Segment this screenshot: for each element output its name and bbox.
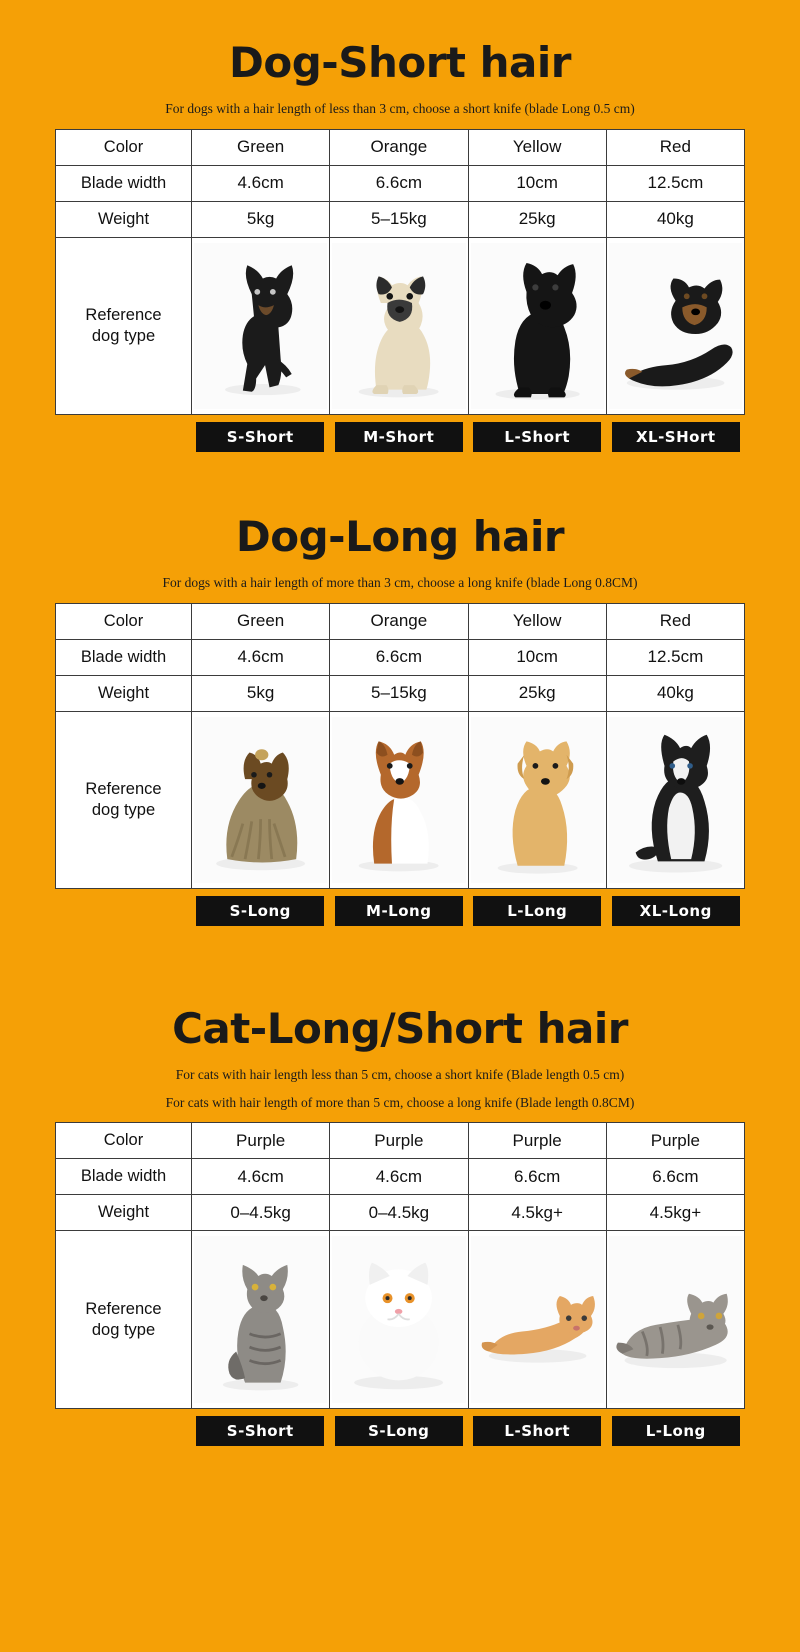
table-row-photos bbox=[56, 1231, 745, 1409]
tag-cell bbox=[607, 896, 746, 926]
corgi-photo bbox=[330, 711, 468, 889]
row-label-blade-width: Blade width bbox=[56, 165, 192, 201]
tag-cell bbox=[468, 1416, 607, 1446]
section-subtitle-dog-short-hair: For dogs with a hair length of less than 3 cm, choose a short knife (blade Long 0.5 cm) bbox=[165, 101, 635, 116]
size-table-dog-long-hair bbox=[55, 603, 745, 890]
golden-retriever-photo bbox=[468, 711, 606, 889]
section-subtitle-cat-short: For cats with hair length less than 5 cm, choose a short knife (Blade length 0.5 cm) bbox=[175, 1067, 625, 1083]
table-row bbox=[56, 201, 745, 237]
cell-blade-width-2: 6.6cm bbox=[330, 165, 468, 201]
cell-blade-width-4: 6.6cm bbox=[606, 1159, 744, 1195]
tag-cell bbox=[607, 1416, 746, 1446]
tag-m-long[interactable]: M-Long bbox=[335, 896, 463, 926]
cell-color-1: Purple bbox=[192, 1123, 330, 1159]
table-row bbox=[56, 675, 745, 711]
cell-color-4: Purple bbox=[606, 1123, 744, 1159]
cell-weight-1: 0–4.5kg bbox=[192, 1195, 330, 1231]
section-subtitle-cat-long: For cats with hair length of more than 5 cm, choose a long knife (Blade length 0.8CM) bbox=[165, 1094, 635, 1110]
cell-color-red: Red bbox=[606, 603, 744, 639]
cell-weight-2: 5–15kg bbox=[330, 201, 468, 237]
cell-color-yellow: Yellow bbox=[468, 603, 606, 639]
cell-weight-3: 25kg bbox=[468, 675, 606, 711]
rottweiler-photo bbox=[606, 237, 744, 415]
reference-label-line1: Reference bbox=[85, 306, 162, 325]
tag-l-short[interactable]: L-Short bbox=[473, 422, 601, 452]
row-label-weight: Weight bbox=[56, 201, 192, 237]
cell-blade-width-4: 12.5cm bbox=[606, 165, 744, 201]
cell-blade-width-3: 10cm bbox=[468, 639, 606, 675]
table-row bbox=[56, 1123, 745, 1159]
tag-spacer bbox=[55, 896, 191, 926]
cell-color-green: Green bbox=[192, 603, 330, 639]
pug-photo bbox=[330, 237, 468, 415]
cell-blade-width-1: 4.6cm bbox=[192, 639, 330, 675]
cell-weight-2: 5–15kg bbox=[330, 675, 468, 711]
cell-color-orange: Orange bbox=[330, 129, 468, 165]
cell-weight-3: 4.5kg+ bbox=[468, 1195, 606, 1231]
tag-cell bbox=[191, 896, 330, 926]
table-row bbox=[56, 639, 745, 675]
cell-weight-3: 25kg bbox=[468, 201, 606, 237]
tag-spacer bbox=[55, 422, 191, 452]
cell-blade-width-3: 6.6cm bbox=[468, 1159, 606, 1195]
white-persian-cat-photo bbox=[330, 1231, 468, 1409]
tag-list-dog-long-hair bbox=[55, 889, 745, 926]
chihuahua-photo bbox=[192, 237, 330, 415]
tag-cell bbox=[468, 896, 607, 926]
cell-color-red: Red bbox=[606, 129, 744, 165]
tag-cat-s-short[interactable]: S-Short bbox=[196, 1416, 324, 1446]
tag-cat-l-long[interactable]: L-Long bbox=[612, 1416, 740, 1446]
row-label-reference-dog-type bbox=[56, 237, 192, 415]
orange-cat-photo bbox=[468, 1231, 606, 1409]
table-row-photos bbox=[56, 237, 745, 415]
cell-weight-1: 5kg bbox=[192, 675, 330, 711]
section-title-cat-long-short-hair: Cat-Long/Short hair bbox=[172, 1004, 628, 1054]
tag-cell bbox=[330, 422, 469, 452]
cell-weight-4: 4.5kg+ bbox=[606, 1195, 744, 1231]
row-label-reference-dog-type bbox=[56, 1231, 192, 1409]
tag-cell bbox=[330, 896, 469, 926]
reference-label-line2: dog type bbox=[91, 800, 156, 819]
tag-xl-short[interactable]: XL-SHort bbox=[612, 422, 740, 452]
tag-m-short[interactable]: M-Short bbox=[335, 422, 463, 452]
section-title-dog-short-hair: Dog-Short hair bbox=[229, 38, 571, 87]
tag-list-cat bbox=[55, 1409, 745, 1446]
husky-photo bbox=[606, 711, 744, 889]
table-row bbox=[56, 165, 745, 201]
cell-blade-width-2: 6.6cm bbox=[330, 639, 468, 675]
tag-cat-s-long[interactable]: S-Long bbox=[335, 1416, 463, 1446]
table-row bbox=[56, 129, 745, 165]
row-label-weight: Weight bbox=[56, 675, 192, 711]
tag-s-short[interactable]: S-Short bbox=[196, 422, 324, 452]
black-labrador-photo bbox=[468, 237, 606, 415]
table-row bbox=[56, 1159, 745, 1195]
grey-tabby-cat-photo bbox=[606, 1231, 744, 1409]
yorkshire-terrier-photo bbox=[192, 711, 330, 889]
cell-blade-width-2: 4.6cm bbox=[330, 1159, 468, 1195]
reference-label-line2: dog type bbox=[91, 326, 156, 345]
section-dog-long-hair bbox=[0, 452, 800, 926]
tag-list-dog-short-hair bbox=[55, 415, 745, 452]
cell-weight-2: 0–4.5kg bbox=[330, 1195, 468, 1231]
tag-s-long[interactable]: S-Long bbox=[196, 896, 324, 926]
size-table-cat bbox=[55, 1122, 745, 1409]
cell-weight-1: 5kg bbox=[192, 201, 330, 237]
tag-cell bbox=[607, 422, 746, 452]
tag-cell bbox=[330, 1416, 469, 1446]
cell-blade-width-1: 4.6cm bbox=[192, 165, 330, 201]
tag-cell bbox=[191, 1416, 330, 1446]
cell-blade-width-1: 4.6cm bbox=[192, 1159, 330, 1195]
row-label-color: Color bbox=[56, 603, 192, 639]
section-title-dog-long-hair: Dog-Long hair bbox=[235, 512, 565, 562]
reference-label-line1: Reference bbox=[85, 780, 162, 799]
section-subtitle-dog-long-hair: For dogs with a hair length of more than 3 cm, choose a long knife (blade Long 0.8CM) bbox=[162, 575, 638, 591]
size-table-dog-short-hair bbox=[55, 129, 745, 416]
section-cat-long-short-hair bbox=[0, 926, 800, 1446]
cell-weight-4: 40kg bbox=[606, 201, 744, 237]
cell-color-orange: Orange bbox=[330, 603, 468, 639]
row-label-color: Color bbox=[56, 129, 192, 165]
table-row-photos bbox=[56, 711, 745, 889]
reference-label-line2: dog type bbox=[91, 1320, 156, 1339]
row-label-color: Color bbox=[56, 1123, 192, 1159]
cell-color-green: Green bbox=[192, 129, 330, 165]
cell-blade-width-3: 10cm bbox=[468, 165, 606, 201]
cell-blade-width-4: 12.5cm bbox=[606, 639, 744, 675]
tag-cell bbox=[191, 422, 330, 452]
tag-l-long[interactable]: L-Long bbox=[473, 896, 601, 926]
tag-cell bbox=[468, 422, 607, 452]
row-label-blade-width: Blade width bbox=[56, 639, 192, 675]
row-label-weight: Weight bbox=[56, 1195, 192, 1231]
cell-color-2: Purple bbox=[330, 1123, 468, 1159]
tag-xl-long[interactable]: XL-Long bbox=[612, 896, 740, 926]
table-row bbox=[56, 1195, 745, 1231]
table-row bbox=[56, 603, 745, 639]
tag-spacer bbox=[55, 1416, 191, 1446]
row-label-blade-width: Blade width bbox=[56, 1159, 192, 1195]
cell-color-yellow: Yellow bbox=[468, 129, 606, 165]
tag-cat-l-short[interactable]: L-Short bbox=[473, 1416, 601, 1446]
cell-weight-4: 40kg bbox=[606, 675, 744, 711]
row-label-reference-dog-type bbox=[56, 711, 192, 889]
section-dog-short-hair bbox=[0, 0, 800, 452]
cell-color-3: Purple bbox=[468, 1123, 606, 1159]
reference-label-line1: Reference bbox=[85, 1300, 162, 1319]
tabby-cat-photo bbox=[192, 1231, 330, 1409]
